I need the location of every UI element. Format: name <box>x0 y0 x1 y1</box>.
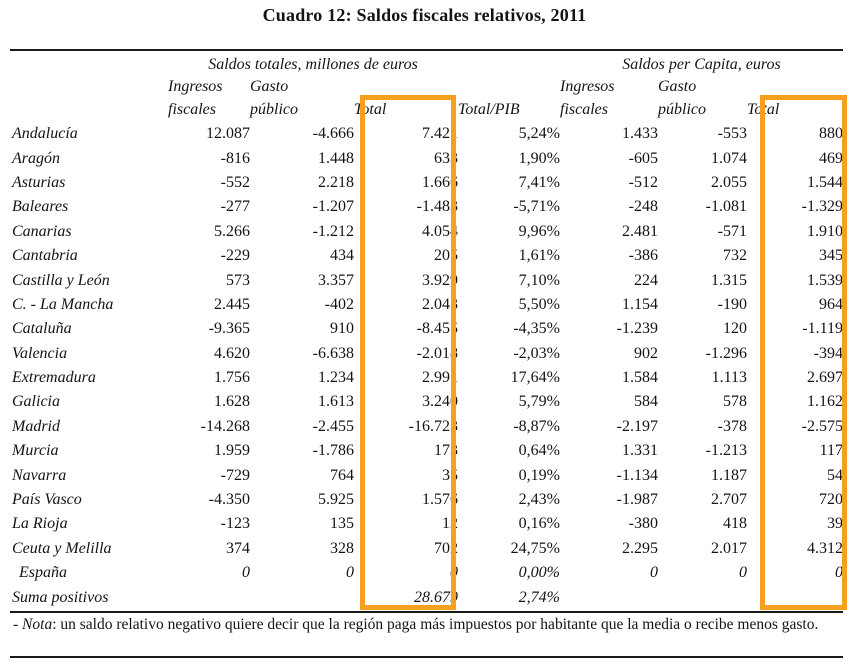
spacer-cell <box>10 98 168 122</box>
cell-c4: 1,90% <box>518 149 560 167</box>
cell-c7: -394 <box>813 344 843 362</box>
region-name: Cataluña <box>12 320 72 338</box>
cell-c2: 2.218 <box>318 173 354 191</box>
cell-c4: 2,43% <box>518 491 560 509</box>
header-total-percapita: Total <box>747 101 780 118</box>
spacer-cell <box>458 54 560 76</box>
cell-c2: 910 <box>330 320 354 338</box>
cell-c7: 2.697 <box>807 369 843 387</box>
region-name: Navarra <box>12 466 67 484</box>
cell-c1 <box>168 585 250 609</box>
cell-c6: 578 <box>723 393 747 411</box>
cell-c5: -386 <box>628 247 658 265</box>
cell-c7: 469 <box>819 149 843 167</box>
cell-c7: 1.539 <box>807 271 843 289</box>
region-name: Ceuta y Melilla <box>12 539 112 557</box>
cell-c7: 720 <box>819 491 843 509</box>
table-row <box>10 439 843 463</box>
cell-c5: -2.197 <box>616 417 658 435</box>
region-name: Canarias <box>12 222 72 240</box>
cell-c5: -512 <box>628 173 658 191</box>
cell-c4: 2,74% <box>518 588 560 606</box>
cell-c6: 1.113 <box>711 369 747 387</box>
cell-c4: 5,24% <box>518 125 560 143</box>
table-row <box>10 415 843 439</box>
cell-c2: 764 <box>330 466 354 484</box>
cell-c5: 584 <box>634 393 658 411</box>
header-publico-totales: público <box>250 101 298 118</box>
cell-c1: -4.350 <box>208 491 250 509</box>
cell-c2: -402 <box>324 295 354 313</box>
table-row <box>10 512 843 536</box>
spacer-cell <box>10 76 168 98</box>
table-row <box>10 220 843 244</box>
group-header-saldos-totales: Saldos totales, millones de euros <box>208 56 418 73</box>
cell-c6: -190 <box>717 295 747 313</box>
header-total-pib: Total/PIB <box>458 101 520 118</box>
cell-c3: 3.240 <box>422 393 458 411</box>
cell-c1: -14.268 <box>200 417 250 435</box>
header-fiscales-percapita: fiscales <box>560 101 608 118</box>
fiscal-balance-table <box>10 54 843 610</box>
cell-c4: 0,00% <box>518 564 560 582</box>
cell-c6: 120 <box>723 320 747 338</box>
region-name: Baleares <box>12 198 69 216</box>
cell-c4: 0,16% <box>518 515 560 533</box>
spacer-cell <box>458 76 560 98</box>
page-title: Cuadro 12: Saldos fiscales relativos, 2011 <box>262 5 587 25</box>
cell-c7: 0 <box>835 564 843 582</box>
cell-c3: 4.054 <box>422 222 458 240</box>
bottom-rule <box>10 656 843 658</box>
cell-c3: -16.723 <box>408 417 458 435</box>
cell-c7 <box>747 585 843 609</box>
cell-c5: 0 <box>650 564 658 582</box>
cell-c5 <box>560 585 658 609</box>
cell-c7: 1.544 <box>807 173 843 191</box>
cell-c7: 964 <box>819 295 843 313</box>
cell-c1: 4.620 <box>214 344 250 362</box>
table-body <box>10 122 843 610</box>
region-name: Aragón <box>12 149 60 167</box>
cell-c7: 880 <box>819 125 843 143</box>
cell-c5: -248 <box>628 198 658 216</box>
cell-c5: 1.433 <box>622 125 658 143</box>
table-row <box>10 293 843 317</box>
spacer-cell <box>354 76 458 98</box>
cell-c1: 2.445 <box>214 295 250 313</box>
cell-c4: 5,50% <box>518 295 560 313</box>
cell-c2: 5.925 <box>318 491 354 509</box>
cell-c1: -9.365 <box>208 320 250 338</box>
column-header-row-line1 <box>10 76 843 98</box>
cell-c4: 7,41% <box>518 173 560 191</box>
cell-c1: 374 <box>226 539 250 557</box>
cell-c7: 39 <box>827 515 843 533</box>
table-row <box>10 317 843 341</box>
region-name: Galicia <box>12 393 60 411</box>
cell-c2: 328 <box>330 539 354 557</box>
cell-c6: 2.017 <box>711 539 747 557</box>
cell-c1: -123 <box>220 515 250 533</box>
region-name: Castilla y León <box>12 271 110 289</box>
cell-c2: -4.666 <box>312 125 354 143</box>
region-name: Murcia <box>12 442 59 460</box>
spacer-cell <box>747 76 843 98</box>
cell-c4: -4,35% <box>513 320 560 338</box>
cell-c5: -1.134 <box>616 466 658 484</box>
footnote <box>10 615 846 635</box>
header-gasto-totales: Gasto <box>250 78 289 95</box>
cell-c6: 1.315 <box>711 271 747 289</box>
cell-c7: -2.575 <box>801 417 843 435</box>
cell-c4: -2,03% <box>513 344 560 362</box>
cell-c4: 0,64% <box>518 442 560 460</box>
cell-c2 <box>250 585 354 609</box>
cell-c7: 117 <box>819 442 843 460</box>
region-name: Madrid <box>12 417 60 435</box>
cell-c3: 633 <box>434 149 458 167</box>
cell-c3: -2.018 <box>416 344 458 362</box>
cell-c4: 17,64% <box>510 369 560 387</box>
cell-c2: 1.613 <box>318 393 354 411</box>
cell-c5: 902 <box>634 344 658 362</box>
cell-c2: 1.234 <box>318 369 354 387</box>
cell-c6: -1.081 <box>705 198 747 216</box>
table-row <box>10 244 843 268</box>
cell-c7: -1.329 <box>801 198 843 216</box>
table-row <box>10 561 843 585</box>
cell-c2: 1.448 <box>318 149 354 167</box>
cell-c6: -1.213 <box>705 442 747 460</box>
header-ingresos-percapita: Ingresos <box>560 78 615 95</box>
cell-c3: 7.421 <box>422 125 458 143</box>
footnote-text: : un saldo relativo negativo quiere decir que la región paga más impuestos por habitante que la media o recibe menos gasto. <box>52 616 819 633</box>
cell-c6: 2.055 <box>711 173 747 191</box>
cell-c1: -729 <box>220 466 250 484</box>
cell-c4: 9,96% <box>518 222 560 240</box>
cell-c4: 1,61% <box>518 247 560 265</box>
cell-c5: 2.295 <box>622 539 658 557</box>
footnote-label: Nota <box>22 616 53 633</box>
cell-c7: 4.312 <box>807 539 843 557</box>
table-row <box>10 122 843 146</box>
spacer-cell <box>10 54 168 76</box>
cell-c6: -571 <box>717 222 747 240</box>
header-publico-percapita: público <box>658 101 706 118</box>
cell-c5: 224 <box>634 271 658 289</box>
cell-c4: -5,71% <box>513 198 560 216</box>
cell-c7: -1.119 <box>802 320 843 338</box>
cell-c3: 2.991 <box>422 369 458 387</box>
cell-c5: 1.584 <box>622 369 658 387</box>
cell-c6: 418 <box>723 515 747 533</box>
region-name: Suma positivos <box>12 588 109 606</box>
cell-c4: -8,87% <box>513 417 560 435</box>
cell-c5: 1.331 <box>622 442 658 460</box>
cell-c1: 1.756 <box>214 369 250 387</box>
cell-c1: 5.266 <box>214 222 250 240</box>
cell-c3: 35 <box>442 466 458 484</box>
cell-c2: -6.638 <box>312 344 354 362</box>
cell-c1: 573 <box>226 271 250 289</box>
table-row <box>10 146 843 170</box>
cell-c1: 1.628 <box>214 393 250 411</box>
cell-c6: 732 <box>723 247 747 265</box>
cell-c6 <box>658 585 747 609</box>
region-name: Cantabria <box>12 247 78 265</box>
table-row <box>10 342 843 366</box>
cell-c2: -1.212 <box>312 222 354 240</box>
table-row <box>10 585 843 609</box>
cell-c7: 54 <box>827 466 843 484</box>
cell-c5: -605 <box>628 149 658 167</box>
cell-c6: -1.296 <box>705 344 747 362</box>
cell-c2: -2.455 <box>312 417 354 435</box>
region-name: Valencia <box>12 344 68 362</box>
table-row <box>10 537 843 561</box>
cell-c6: -378 <box>717 417 747 435</box>
cell-c5: 1.154 <box>622 295 658 313</box>
cell-c2: 0 <box>346 564 354 582</box>
table-row <box>10 366 843 390</box>
cell-c2: 135 <box>330 515 354 533</box>
header-ingresos-totales: Ingresos <box>168 78 223 95</box>
table-row <box>10 268 843 292</box>
header-total-millones: Total <box>354 101 387 118</box>
region-name: País Vasco <box>12 491 82 509</box>
cell-c4: 0,19% <box>518 466 560 484</box>
cell-c4: 5,79% <box>518 393 560 411</box>
region-name: Extremadura <box>12 369 96 387</box>
region-name: C. - La Mancha <box>12 295 114 313</box>
footnote-prefix: - <box>13 616 23 633</box>
table-row <box>10 488 843 512</box>
cell-c1: -229 <box>220 247 250 265</box>
cell-c5: -1.987 <box>616 491 658 509</box>
cell-c5: 2.481 <box>622 222 658 240</box>
cell-c5: -380 <box>628 515 658 533</box>
cell-c2: -1.786 <box>312 442 354 460</box>
cell-c2: 3.357 <box>318 271 354 289</box>
cell-c3: 3.929 <box>422 271 458 289</box>
cell-c1: -552 <box>220 173 250 191</box>
cell-c5: -1.239 <box>616 320 658 338</box>
header-fiscales-totales: fiscales <box>168 101 216 118</box>
region-name: Asturias <box>12 173 66 191</box>
cell-c3: 702 <box>434 539 458 557</box>
cell-c3: 2.043 <box>422 295 458 313</box>
cell-c7: 1.162 <box>807 393 843 411</box>
region-name: La Rioja <box>12 515 68 533</box>
group-header-row <box>10 54 843 76</box>
cell-c2: 434 <box>330 247 354 265</box>
cell-c3: 28.679 <box>414 588 458 606</box>
cell-c2: -1.207 <box>312 198 354 216</box>
cell-c3: 173 <box>434 442 458 460</box>
cell-c3: 205 <box>434 247 458 265</box>
cell-c1: 12.087 <box>206 125 250 143</box>
cell-c1: 0 <box>242 564 250 582</box>
header-gasto-percapita: Gasto <box>658 78 697 95</box>
cell-c3: -8.455 <box>416 320 458 338</box>
cell-c3: 0 <box>450 564 458 582</box>
cell-c6: 0 <box>739 564 747 582</box>
cell-c3: -1.483 <box>416 198 458 216</box>
cell-c1: 1.959 <box>214 442 250 460</box>
cell-c6: 2.707 <box>711 491 747 509</box>
cell-c6: -553 <box>717 125 747 143</box>
cell-c4: 7,10% <box>518 271 560 289</box>
cell-c1: -277 <box>220 198 250 216</box>
cell-c6: 1.074 <box>711 149 747 167</box>
top-rule <box>10 49 843 51</box>
table-row <box>10 390 843 414</box>
cell-c3: 1.576 <box>422 491 458 509</box>
cell-c1: -816 <box>220 149 250 167</box>
table-bottom-rule <box>10 611 843 613</box>
table-row <box>10 171 843 195</box>
cell-c7: 345 <box>819 247 843 265</box>
region-name: España <box>19 564 67 582</box>
table-row <box>10 195 843 219</box>
column-header-row-line2 <box>10 98 843 122</box>
cell-c3: 12 <box>442 515 458 533</box>
table-row <box>10 463 843 487</box>
region-name: Andalucía <box>12 125 78 143</box>
group-header-saldos-per-capita: Saldos per Capita, euros <box>622 56 781 73</box>
cell-c4: 24,75% <box>510 539 560 557</box>
cell-c3: 1.666 <box>422 173 458 191</box>
cell-c6: 1.187 <box>711 466 747 484</box>
cell-c7: 1.910 <box>807 222 843 240</box>
